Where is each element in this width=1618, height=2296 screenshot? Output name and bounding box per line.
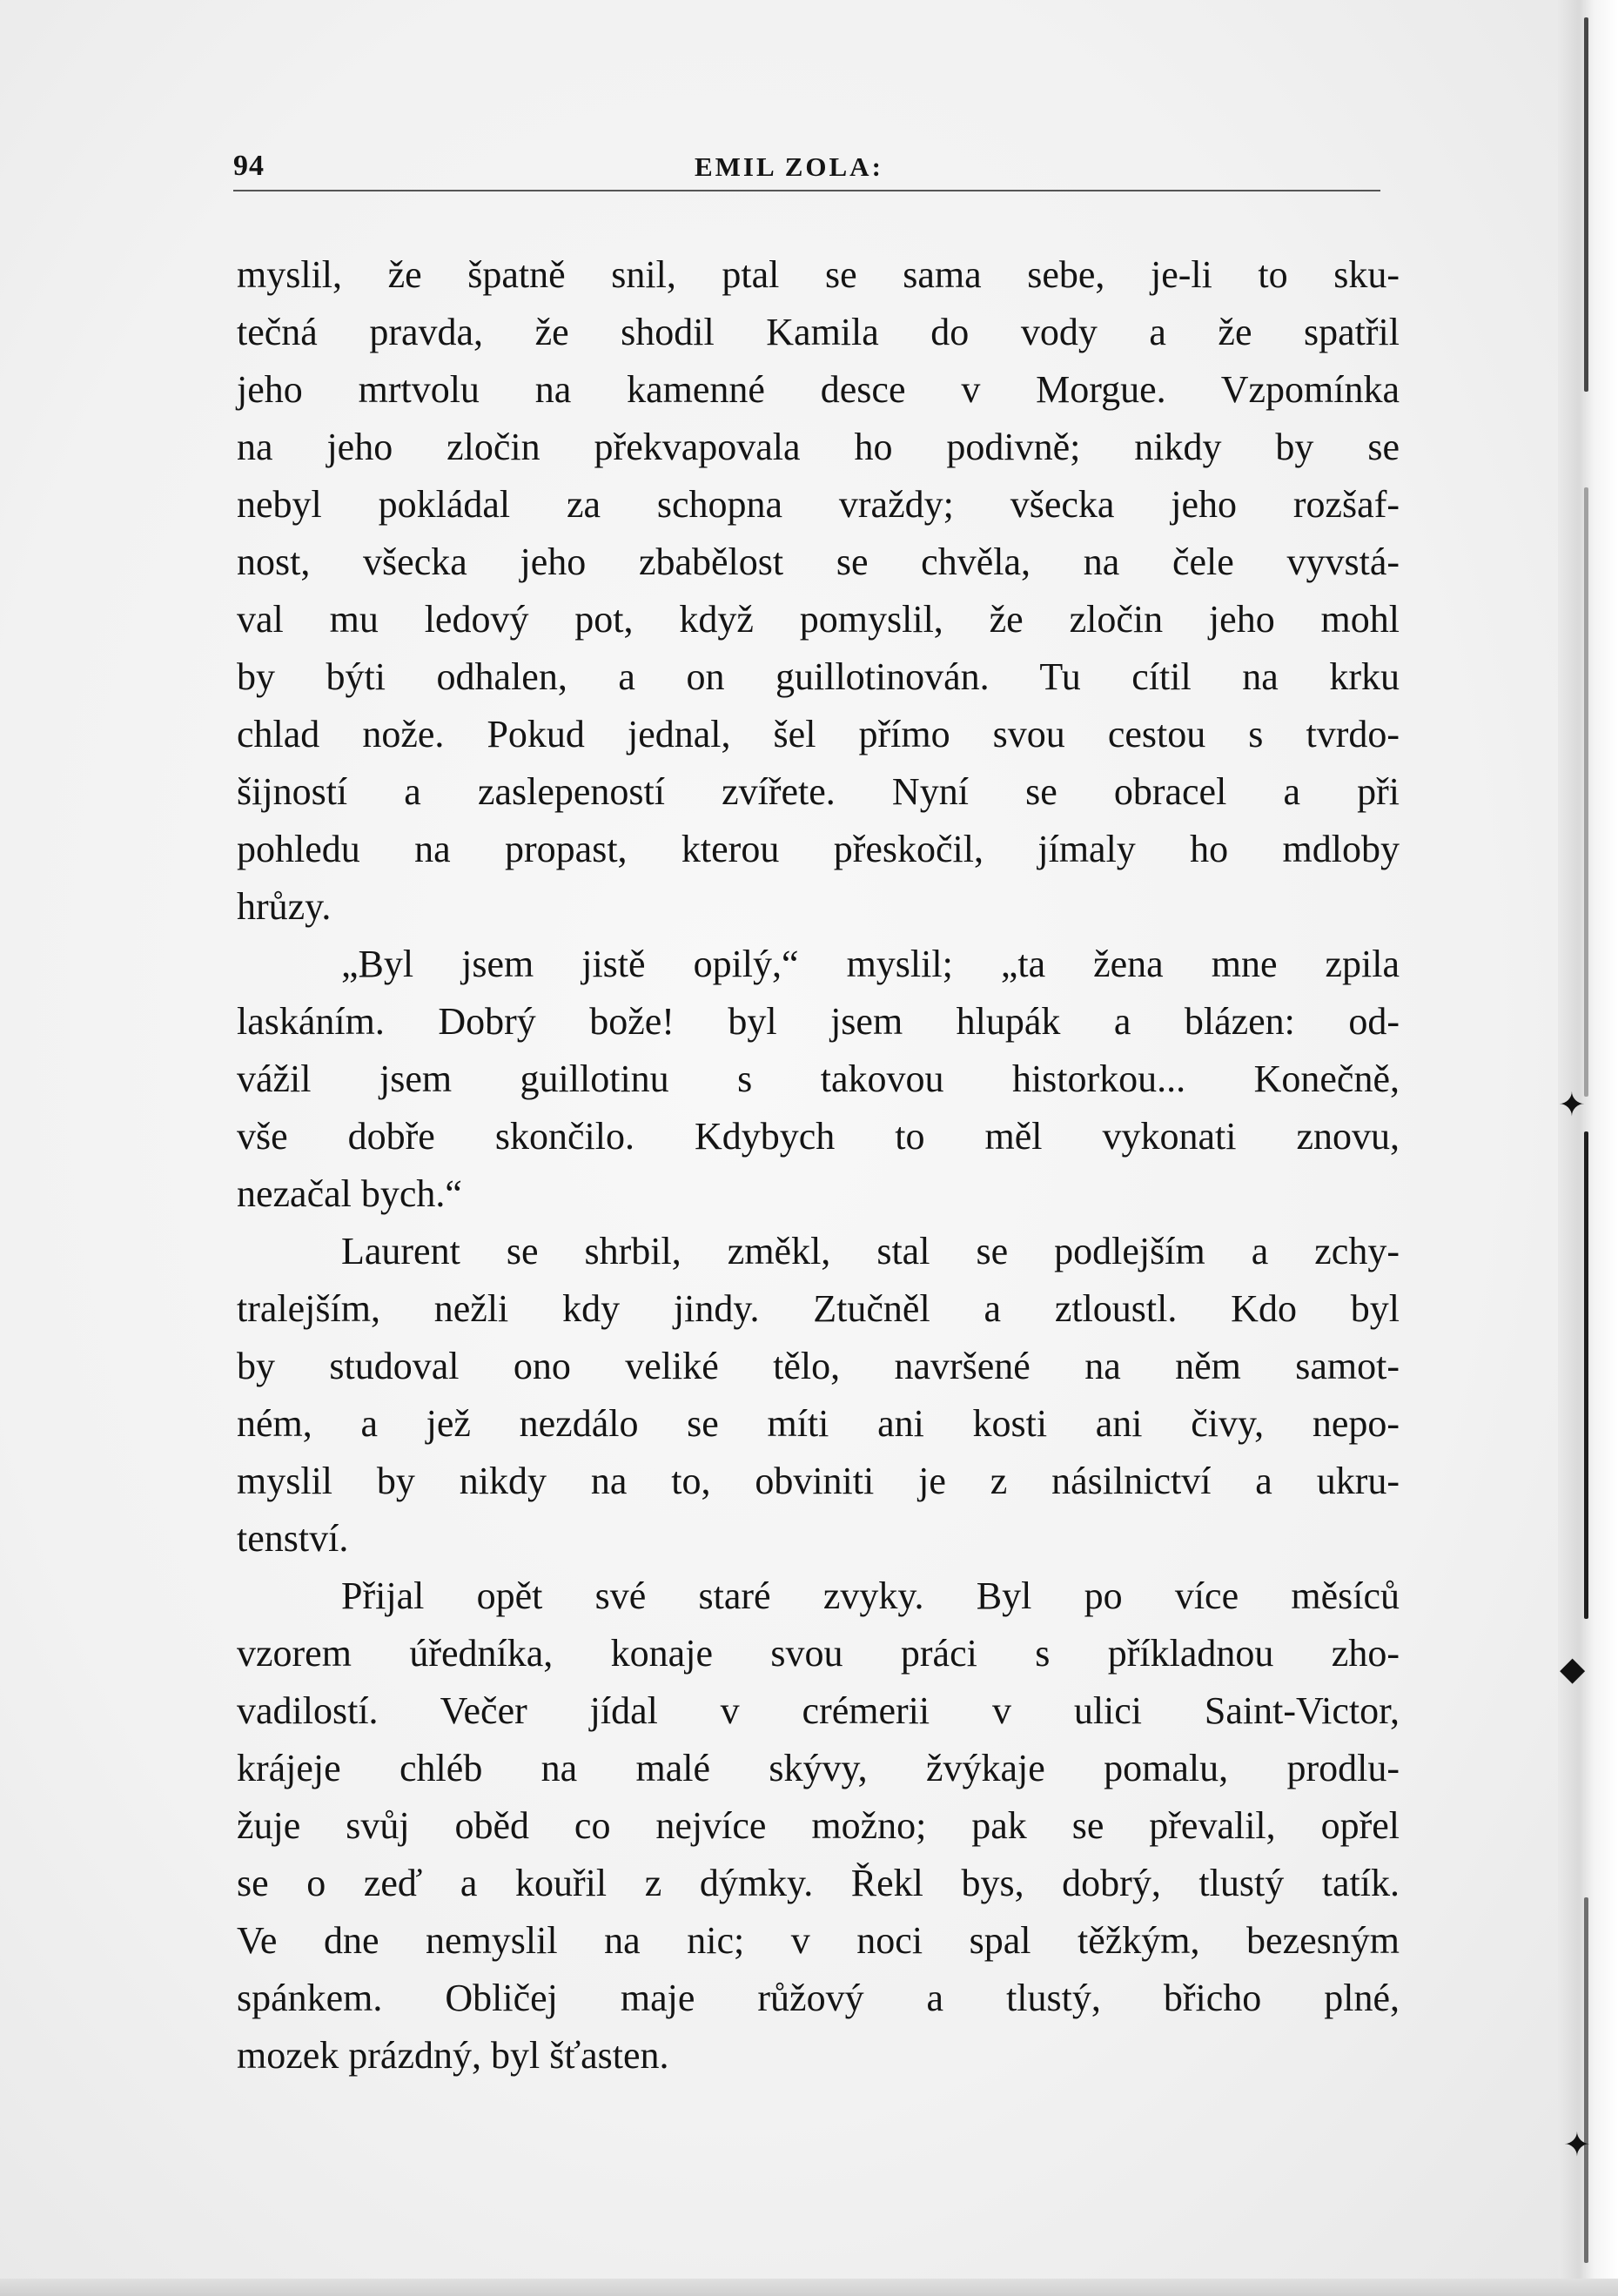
- binding-ornament-icon: ✦: [1558, 1085, 1586, 1124]
- text-line: se o zeď a kouřil z dýmky. Řekl bys, dobrý, tlustý tatík.: [237, 1862, 1400, 1904]
- running-head: EMIL ZOLA:: [695, 151, 883, 182]
- text-line: spánkem. Obličej maje růžový a tlustý, břicho plné,: [237, 1977, 1400, 2019]
- page-header: [233, 139, 1380, 191]
- text-line: vážil jsem guillotinu s takovou historkou... Konečně,: [237, 1057, 1400, 1100]
- text-line: myslil by nikdy na to, obviniti je z násilnictví a ukru-: [237, 1460, 1400, 1502]
- binding-ornament-icon: ◆: [1560, 1649, 1586, 1688]
- text-line: by býti odhalen, a on guillotinován. Tu cítil na krku: [237, 655, 1400, 698]
- page-number: 94: [233, 150, 265, 182]
- text-line: myslil, že špatně snil, ptal se sama sebe, je-li to sku-: [237, 253, 1400, 296]
- paragraph-first-line: „Byl jsem jistě opilý,“ myslil; „ta žena mne zpila: [341, 943, 1400, 985]
- text-line: na jeho zločin překvapovala ho podivně; nikdy by se: [237, 426, 1400, 468]
- text-line: tralejším, nežli kdy jindy. Ztučněl a ztloustl. Kdo byl: [237, 1287, 1400, 1330]
- text-line: by studoval ono veliké tělo, navršené na něm samot-: [237, 1345, 1400, 1387]
- text-line: laskáním. Dobrý bože! byl jsem hlupák a blázen: od-: [237, 1000, 1400, 1043]
- text-line: pohledu na propast, kterou přeskočil, jímaly ho mdloby: [237, 828, 1400, 870]
- text-line: tenství.: [237, 1517, 349, 1560]
- binding-ornament-icon: ✦: [1563, 2125, 1591, 2164]
- text-line: hrůzy.: [237, 885, 332, 928]
- text-line: chlad nože. Pokud jednal, šel přímo svou cestou s tvrdo-: [237, 713, 1400, 755]
- text-line: ném, a jež nezdálo se míti ani kosti ani čivy, nepo-: [237, 1402, 1400, 1445]
- text-line: tečná pravda, že shodil Kamila do vody a že spatřil: [237, 311, 1400, 353]
- text-line: val mu ledový pot, když pomyslil, že zločin jeho mohl: [237, 598, 1400, 641]
- text-line: vzorem úředníka, konaje svou práci s příkladnou zho-: [237, 1632, 1400, 1675]
- binding-line-middle: [1584, 487, 1588, 1097]
- text-line: vše dobře skončilo. Kdybych to měl vykonati znovu,: [237, 1115, 1400, 1158]
- binding-line-lower: [1584, 1131, 1588, 1619]
- text-line: jeho mrtvolu na kamenné desce v Morgue. Vzpomínka: [237, 368, 1400, 411]
- paragraph-first-line: Laurent se shrbil, změkl, stal se podlejším a zchy-: [341, 1230, 1400, 1272]
- text-line: vadilostí. Večer jídal v crémerii v ulici Saint-Victor,: [237, 1689, 1400, 1732]
- text-line: nezačal bych.“: [237, 1172, 462, 1215]
- binding-line-top: [1584, 17, 1588, 392]
- text-line: žuje svůj oběd co nejvíce možno; pak se převalil, opřel: [237, 1804, 1400, 1847]
- text-line: nost, všecka jeho zbabělost se chvěla, na čele vyvstá-: [237, 540, 1400, 583]
- body-text: [237, 246, 1400, 2085]
- text-line: šijností a zaslepeností zvířete. Nyní se obracel a při: [237, 770, 1400, 813]
- text-line: Ve dne nemyslil na nic; v noci spal těžkým, bezesným: [237, 1919, 1400, 1962]
- text-line: mozek prázdný, byl šťasten.: [237, 2034, 669, 2077]
- page-bottom-edge: [0, 2279, 1618, 2296]
- text-line: krájeje chléb na malé skývy, žvýkaje pomalu, prodlu-: [237, 1747, 1400, 1789]
- paragraph-first-line: Přijal opět své staré zvyky. Byl po více měsíců: [341, 1574, 1400, 1617]
- text-line: nebyl pokládal za schopna vraždy; všecka jeho rozšaf-: [237, 483, 1400, 526]
- binding-line-bottom: [1584, 1897, 1588, 2263]
